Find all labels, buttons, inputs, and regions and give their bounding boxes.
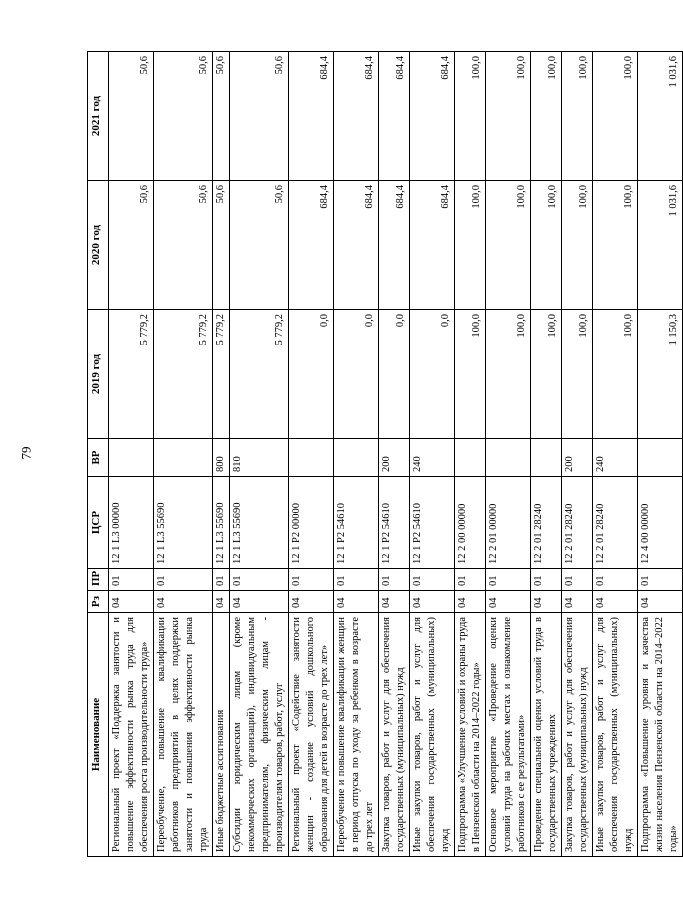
table-cell-name: Подпрограмма «Повышение уровня и качества жизни населения Пензенской области на 2014–2022 годы» (638, 613, 683, 857)
table-cell-pr: 01 (379, 569, 410, 591)
table-header-row (88, 52, 109, 857)
table-cell-rz: 04 (334, 591, 379, 613)
table-cell-rz: 04 (531, 591, 562, 613)
table-cell-name: Переобучение и повышение квалификации женщин в период отпуска по уходу за ребенком в возрасте до трех лет (334, 613, 379, 857)
table-cell-rz: 04 (455, 591, 486, 613)
table-cell-pr: 01 (109, 569, 154, 591)
table-cell-2021: 684,4 (410, 52, 455, 181)
table-cell-vr (154, 439, 213, 477)
table-cell-2019: 100,0 (531, 310, 562, 439)
table-row (486, 52, 531, 857)
table-cell-2019: 1 150,3 (638, 310, 683, 439)
table-cell-2020: 684,4 (379, 181, 410, 310)
table-cell-2020: 50,6 (230, 181, 289, 310)
table-cell-name: Иные закупки товаров, работ и услуг для обеспечения государственных (муниципальных) нужд (410, 613, 455, 857)
table-cell-2021: 50,6 (109, 52, 154, 181)
table-cell-vr: 240 (593, 439, 638, 477)
table-cell-csr: 12 2 00 00000 (455, 477, 486, 569)
table-cell-pr: 01 (593, 569, 638, 591)
table-cell-pr: 01 (486, 569, 531, 591)
table-cell-2021: 684,4 (334, 52, 379, 181)
table-cell-2021: 100,0 (562, 52, 593, 181)
table-cell-vr (486, 439, 531, 477)
budget-table-container (87, 51, 679, 857)
table-cell-vr (531, 439, 562, 477)
table-cell-csr: 12 1 L3 55690 (230, 477, 289, 569)
table-cell-2019: 5 779,2 (154, 310, 213, 439)
table-cell-2021: 50,6 (230, 52, 289, 181)
table-cell-2021: 100,0 (593, 52, 638, 181)
table-cell-rz: 04 (154, 591, 213, 613)
table-cell-csr: 12 1 P2 54610 (334, 477, 379, 569)
table-cell-2019: 5 779,2 (109, 310, 154, 439)
table-row (230, 52, 289, 857)
table-cell-name: Подпрограмма «Улучшение условий и охраны труда в Пензенской области на 2014–2022 годы» (455, 613, 486, 857)
budget-table (87, 51, 683, 857)
table-cell-2020: 50,6 (109, 181, 154, 310)
table-cell-2020: 684,4 (334, 181, 379, 310)
table-row (455, 52, 486, 857)
table-cell-vr (455, 439, 486, 477)
table-cell-pr: 01 (154, 569, 213, 591)
table-cell-2020: 1 031,6 (638, 181, 683, 310)
table-cell-2019: 5 779,2 (213, 310, 230, 439)
header-2020: 2020 год (88, 181, 109, 310)
table-cell-2020: 684,4 (410, 181, 455, 310)
table-cell-vr (109, 439, 154, 477)
table-cell-pr: 01 (638, 569, 683, 591)
header-name: Наименование (88, 613, 109, 857)
table-cell-2019: 0,0 (410, 310, 455, 439)
table-cell-rz: 04 (638, 591, 683, 613)
table-cell-name: Иные закупки товаров, работ и услуг для обеспечения государственных (муниципальных) нужд (593, 613, 638, 857)
table-cell-pr: 01 (531, 569, 562, 591)
table-cell-pr: 01 (562, 569, 593, 591)
table-cell-2019: 100,0 (455, 310, 486, 439)
table-cell-name: Проведение специальной оценки условий труда в государственных учреждениях (531, 613, 562, 857)
header-vr: ВР (88, 439, 109, 477)
table-cell-2019: 0,0 (289, 310, 334, 439)
header-csr: ЦСР (88, 477, 109, 569)
table-row (593, 52, 638, 857)
table-cell-csr: 12 1 L3 00000 (109, 477, 154, 569)
header-rz: Рз (88, 591, 109, 613)
table-cell-vr: 810 (230, 439, 289, 477)
table-cell-2021: 100,0 (486, 52, 531, 181)
table-row (109, 52, 154, 857)
table-cell-rz: 04 (289, 591, 334, 613)
table-row (289, 52, 334, 857)
table-cell-csr: 12 1 P2 54610 (410, 477, 455, 569)
table-row (410, 52, 455, 857)
table-row (154, 52, 213, 857)
header-pr: ПР (88, 569, 109, 591)
table-cell-2019: 5 779,2 (230, 310, 289, 439)
page-number-container (18, 0, 50, 905)
table-cell-2020: 100,0 (486, 181, 531, 310)
table-row (638, 52, 683, 857)
table-cell-pr: 01 (289, 569, 334, 591)
table-cell-name: Основное мероприятие «Проведение оценки условий труда на рабочих местах и ознакомление работников с ее результатами» (486, 613, 531, 857)
table-cell-name: Закупка товаров, работ и услуг для обеспечения государственных (муниципальных) нужд (562, 613, 593, 857)
table-cell-rz: 04 (562, 591, 593, 613)
table-cell-rz: 04 (486, 591, 531, 613)
table-cell-2021: 50,6 (213, 52, 230, 181)
table-cell-2020: 100,0 (531, 181, 562, 310)
table-cell-2020: 100,0 (562, 181, 593, 310)
table-body (109, 52, 683, 857)
table-cell-vr (289, 439, 334, 477)
table-cell-name: Субсидии юридическим лицам (кроме некоммерческих организаций), индивидуальным предпринимателям, физическим лицам - производителям товаров, работ, услуг (230, 613, 289, 857)
table-cell-2021: 684,4 (289, 52, 334, 181)
table-cell-vr: 200 (379, 439, 410, 477)
table-cell-rz: 04 (379, 591, 410, 613)
table-cell-2019: 100,0 (593, 310, 638, 439)
table-cell-name: Переобучение, повышение квалификации работников предприятий в целях поддержки занятости и повышения эффективности рынка труда (154, 613, 213, 857)
table-cell-rz: 04 (410, 591, 455, 613)
header-2021: 2021 год (88, 52, 109, 181)
table-cell-2020: 50,6 (213, 181, 230, 310)
table-cell-pr: 01 (213, 569, 230, 591)
table-row (531, 52, 562, 857)
table-cell-2021: 100,0 (455, 52, 486, 181)
table-cell-csr: 12 1 L3 55690 (213, 477, 230, 569)
table-cell-rz: 04 (230, 591, 289, 613)
table-cell-vr: 800 (213, 439, 230, 477)
table-cell-2021: 100,0 (531, 52, 562, 181)
table-cell-name: Закупка товаров, работ и услуг для обеспечения государственных (муниципальных) нужд (379, 613, 410, 857)
table-cell-vr: 200 (562, 439, 593, 477)
table-cell-name: Региональный проект «Поддержка занятости и повышение эффективности рынка труда для обеспечения роста производительности труда» (109, 613, 154, 857)
table-cell-csr: 12 1 P2 54610 (379, 477, 410, 569)
table-cell-csr: 12 1 P2 00000 (289, 477, 334, 569)
table-cell-2021: 50,6 (154, 52, 213, 181)
table-cell-2020: 100,0 (455, 181, 486, 310)
table-row (379, 52, 410, 857)
table-cell-csr: 12 1 L3 55690 (154, 477, 213, 569)
table-cell-2021: 684,4 (379, 52, 410, 181)
table-cell-pr: 01 (455, 569, 486, 591)
table-cell-2020: 50,6 (154, 181, 213, 310)
table-cell-csr: 12 2 01 00000 (486, 477, 531, 569)
table-cell-vr: 240 (410, 439, 455, 477)
table-cell-2020: 684,4 (289, 181, 334, 310)
table-cell-pr: 01 (410, 569, 455, 591)
table-cell-csr: 12 2 01 28240 (593, 477, 638, 569)
table-cell-name: Иные бюджетные ассигнования (213, 613, 230, 857)
table-cell-csr: 12 2 01 28240 (562, 477, 593, 569)
table-cell-csr: 12 2 01 28240 (531, 477, 562, 569)
table-cell-vr (334, 439, 379, 477)
table-cell-rz: 04 (593, 591, 638, 613)
table-row (213, 52, 230, 857)
table-cell-2019: 100,0 (486, 310, 531, 439)
table-cell-rz: 04 (213, 591, 230, 613)
table-row (334, 52, 379, 857)
table-cell-2019: 100,0 (562, 310, 593, 439)
table-cell-pr: 01 (334, 569, 379, 591)
table-cell-name: Региональный проект «Содействие занятости женщин - создание условий дошкольного образования для детей в возрасте до трех лет» (289, 613, 334, 857)
table-cell-2021: 1 031,6 (638, 52, 683, 181)
header-2019: 2019 год (88, 310, 109, 439)
table-cell-2019: 0,0 (379, 310, 410, 439)
table-cell-csr: 12 4 00 00000 (638, 477, 683, 569)
table-cell-2019: 0,0 (334, 310, 379, 439)
table-cell-vr (638, 439, 683, 477)
table-cell-rz: 04 (109, 591, 154, 613)
table-cell-pr: 01 (230, 569, 289, 591)
table-cell-2020: 100,0 (593, 181, 638, 310)
table-row (562, 52, 593, 857)
page-number: 79 (18, 446, 34, 460)
